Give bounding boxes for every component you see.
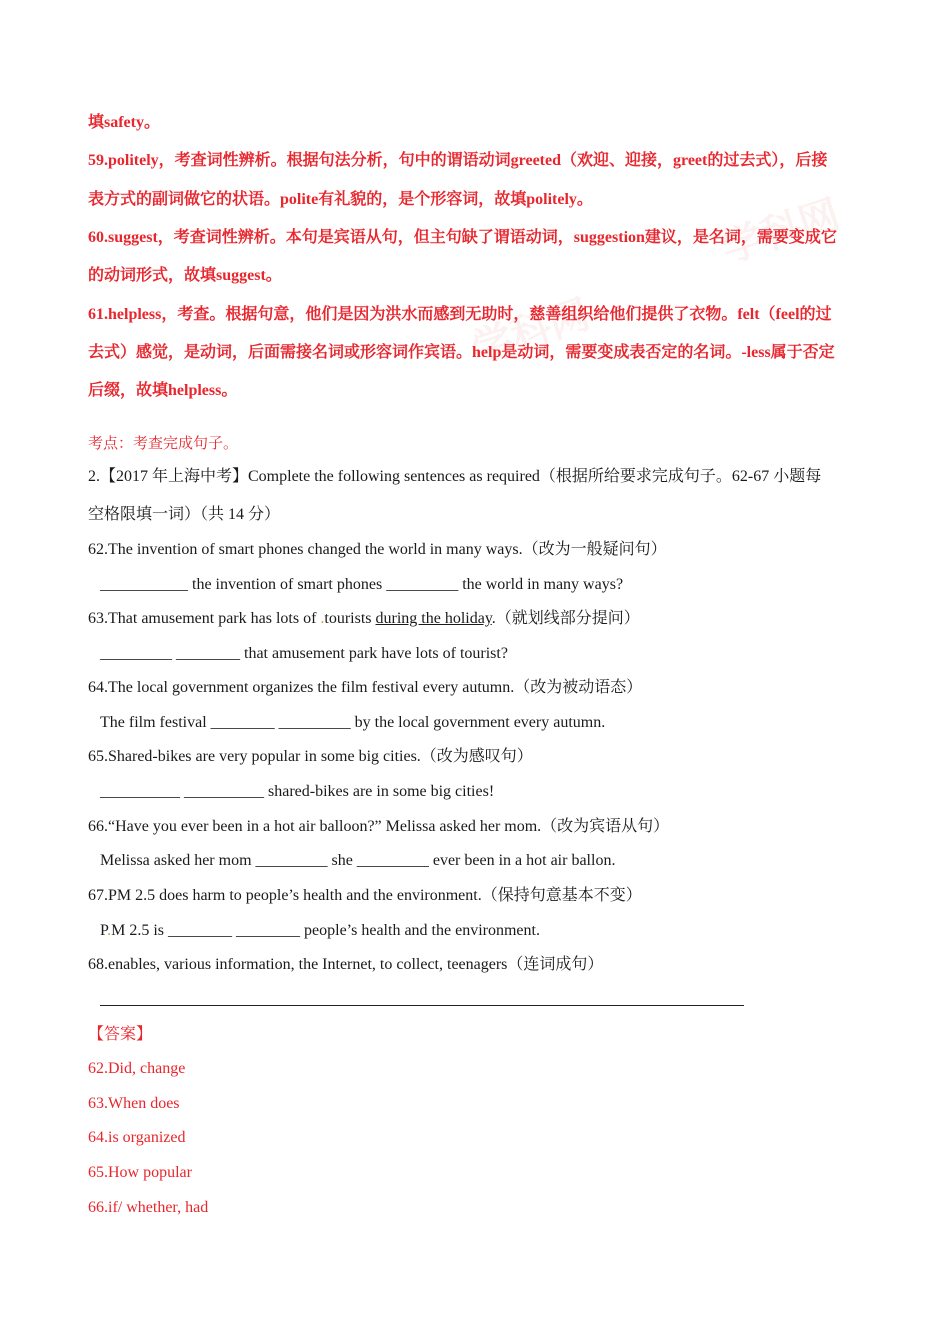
explanation-line: 填safety。	[88, 114, 160, 131]
question-63-blank: _________ ________ that amusement park have lots of tourist?	[100, 645, 508, 662]
question-64-blank: The film festival ________ _________ by the local government every autumn.	[100, 714, 606, 731]
question-63-instruction: .（就划线部分提问）	[491, 610, 640, 627]
question-62-blank: ___________ the invention of smart phones _________ the world in many ways?	[100, 576, 624, 593]
explanation-q59-cont: 表方式的副词做它的状语。polite有礼貌的，是个形容词，故填politely。	[88, 191, 593, 208]
explanation-q61-cont: 去式）感觉，是动词，后面需接名词或形容词作宾语。help是动词，需要变成表否定的名词。-less属于否定	[88, 344, 835, 361]
section-header-cont: 空格限填一词）（共 14 分）	[88, 506, 281, 523]
question-68: 68.enables, various information, the Internet, to collect, teenagers（连词成句）	[88, 956, 604, 973]
stray-mark: .	[320, 610, 325, 627]
question-67-blank	[100, 920, 880, 942]
question-65-blank: __________ __________ shared-bikes are in some big cities!	[100, 783, 495, 800]
kaodian-label: 考点：考查完成句子。	[88, 436, 239, 452]
answer-64: 64.is organized	[88, 1129, 186, 1146]
watermark: 学科网	[466, 291, 595, 372]
answer-66: 66.if/ whether, had	[88, 1199, 209, 1216]
explanation-q61: 61.helpless，考查。根据句意，他们是因为洪水而感到无助时，慈善组织给他们提供了衣物。felt（feel的过	[88, 306, 832, 323]
section-header: 2.【2017 年上海中考】Complete the following sentences as required（根据所给要求完成句子。62-67 小题每	[88, 468, 822, 485]
explanation-q59: 59.politely，考查词性辨析。根据句法分析，句中的谓语动词greeted（欢迎、迎接，greet的过去式），后接	[88, 152, 828, 169]
underlined-phrase: during the holiday	[375, 610, 492, 627]
question-66-blank: Melissa asked her mom _________ she _________ ever been in a hot air ballon.	[100, 852, 616, 869]
question-66: 66.“Have you ever been in a hot air balloon?” Melissa asked her mom.（改为宾语从句）	[88, 818, 670, 835]
question-67: 67.PM 2.5 does harm to people’s health and the environment.（保持句意基本不变）	[88, 887, 642, 904]
question-67-text: P	[100, 922, 108, 939]
answer-62: 62.Did, change	[88, 1060, 186, 1077]
question-63-text: tourists	[324, 610, 376, 627]
answer-line	[100, 1005, 744, 1006]
answer-63: 63.When does	[88, 1095, 180, 1112]
question-67-text: M 2.5 is ________ ________ people’s health and the environment.	[111, 922, 540, 939]
stray-mark: .	[107, 922, 112, 939]
explanation-q60-cont: 的动词形式，故填suggest。	[88, 267, 282, 284]
question-63-text: 63.That amusement park has lots of	[88, 610, 321, 627]
question-64: 64.The local government organizes the film festival every autumn.（改为被动语态）	[88, 679, 643, 696]
explanation-q60: 60.suggest，考查词性辨析。本句是宾语从句，但主句缺了谓语动词，suggestion建议，是名词，需要变成它	[88, 229, 837, 246]
question-62: 62.The invention of smart phones changed the world in many ways.（改为一般疑问句）	[88, 541, 667, 558]
answer-header: 【答案】	[88, 1026, 153, 1043]
explanation-q61-end: 后缀，故填helpless。	[88, 382, 238, 399]
watermark: 学科网	[716, 191, 845, 272]
question-63	[88, 608, 868, 630]
question-65: 65.Shared-bikes are very popular in some big cities.（改为感叹句）	[88, 748, 533, 765]
answer-65: 65.How popular	[88, 1164, 192, 1181]
